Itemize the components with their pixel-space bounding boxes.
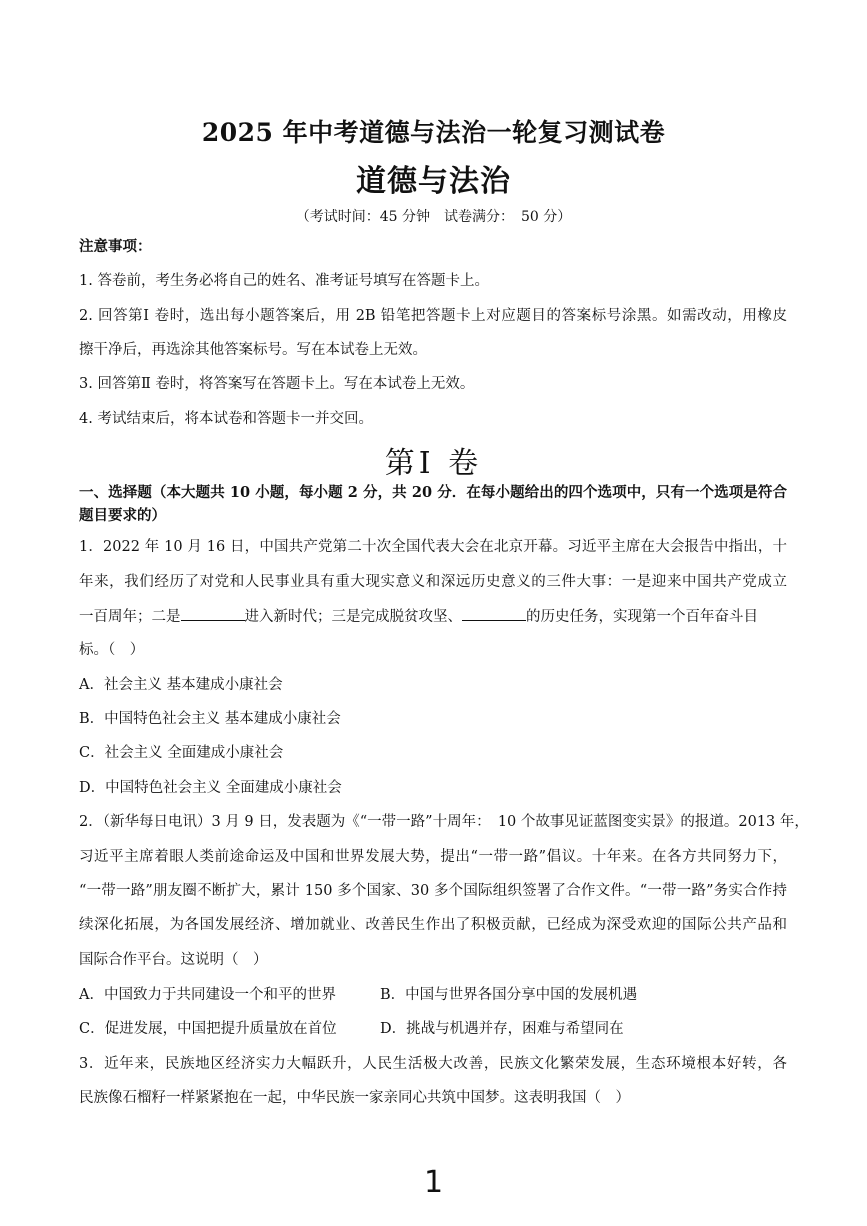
q2-line-3: “一带一路”朋友圈不断扩大，累计 150 多个国家、30 多个国际组织签署了合作文件。“一带一路”务实合作持 [79,883,787,899]
q2-line-4: 续深化拓展，为各国发展经济、增加就业、改善民生作出了积极贡献，已经成为深受欢迎的国际公共产品和 [79,917,787,933]
section-heading-line-1: 一、选择题（本大题共 10 小题，每小题 2 分，共 20 分．在每小题给出的四个选项中，只有一个选项是符合 [79,484,787,501]
exam-title: 2025 年中考道德与法治一轮复习测试卷 [201,118,666,147]
q1-line-3-part-a: 一百周年；二是 [79,609,181,625]
q1-line-3-part-b: 进入新时代；三是完成脱贫攻坚、 [244,609,462,625]
notice-item-2-line-1: 2. 回答第Ⅰ 卷时，选出每小题答案后，用 2B 铅笔把答题卡上对应题目的答案标号涂黑。如需改动，用橡皮 [79,308,787,324]
q1-option-d: D．中国特色社会主义 全面建成小康社会 [79,780,342,796]
q2-option-c: C．促进发展，中国把提升质量放在首位 [79,1021,337,1037]
section-heading-line-2: 题目要求的） [79,507,166,524]
subject-title: 道德与法治 [356,164,511,199]
q1-option-b: B．中国特色社会主义 基本建成小康社会 [79,711,341,727]
q1-blank-2 [462,606,526,621]
page-number: 1 [423,1165,444,1200]
q2-line-1: 2．（新华每日电讯）3 月 9 日，发表题为《“一带一路”十周年： 10 个故事见证蓝图变实景》的报道。2013 年， [79,814,809,830]
q2-option-b: B．中国与世界各国分享中国的发展机遇 [380,987,638,1003]
q2-line-5: 国际合作平台。这说明（ ） [79,952,268,968]
q2-option-d: D．挑战与机遇并存，困难与希望同在 [380,1021,624,1037]
q1-line-2: 年来，我们经历了对党和人民事业具有重大现实意义和深远历史意义的三件大事：一是迎来中国共产党成立 [79,574,787,590]
q3-line-2: 民族像石榴籽一样紧紧抱在一起，中华民族一家亲同心共筑中国梦。这表明我国（ ） [79,1090,630,1106]
q1-blank-1 [181,606,245,621]
notice-item-2-line-2: 擦干净后，再选涂其他答案标号。写在本试卷上无效。 [79,342,427,358]
notice-item-4: 4. 考试结束后，将本试卷和答题卡一并交回。 [79,411,373,427]
q1-option-c: C．社会主义 全面建成小康社会 [79,745,284,761]
volume-title: 第Ⅰ 卷 [384,446,483,481]
q1-line-4: 标。（ ） [79,642,145,658]
q3-line-1: 3．近年来，民族地区经济实力大幅跃升，人民生活极大改善，民族文化繁荣发展，生态环境根本好转，各 [79,1056,787,1072]
q1-option-a: A．社会主义 基本建成小康社会 [79,677,283,693]
notice-heading: 注意事项： [79,238,152,255]
notice-item-3: 3. 回答第Ⅱ 卷时，将答案写在答题卡上。写在本试卷上无效。 [79,376,475,392]
q2-option-a: A．中国致力于共同建设一个和平的世界 [79,987,336,1003]
q1-line-1: 1．2022 年 10 月 16 日，中国共产党第二十次全国代表大会在北京开幕。习近平主席在大会报告中指出，十 [79,539,787,555]
notice-item-1: 1. 答卷前，考生务必将自己的姓名、准考证号填写在答题卡上。 [79,273,489,289]
q2-line-2: 习近平主席着眼人类前途命运及中国和世界发展大势，提出“一带一路”倡议。十年来。在各方共同努力下， [79,849,787,865]
q1-line-3-part-c: 的历史任务，实现第一个百年奋斗目 [526,609,758,625]
q1-line-3 [79,606,787,627]
exam-info: （考试时间：45 分钟 试卷满分： 50 分） [295,209,572,225]
